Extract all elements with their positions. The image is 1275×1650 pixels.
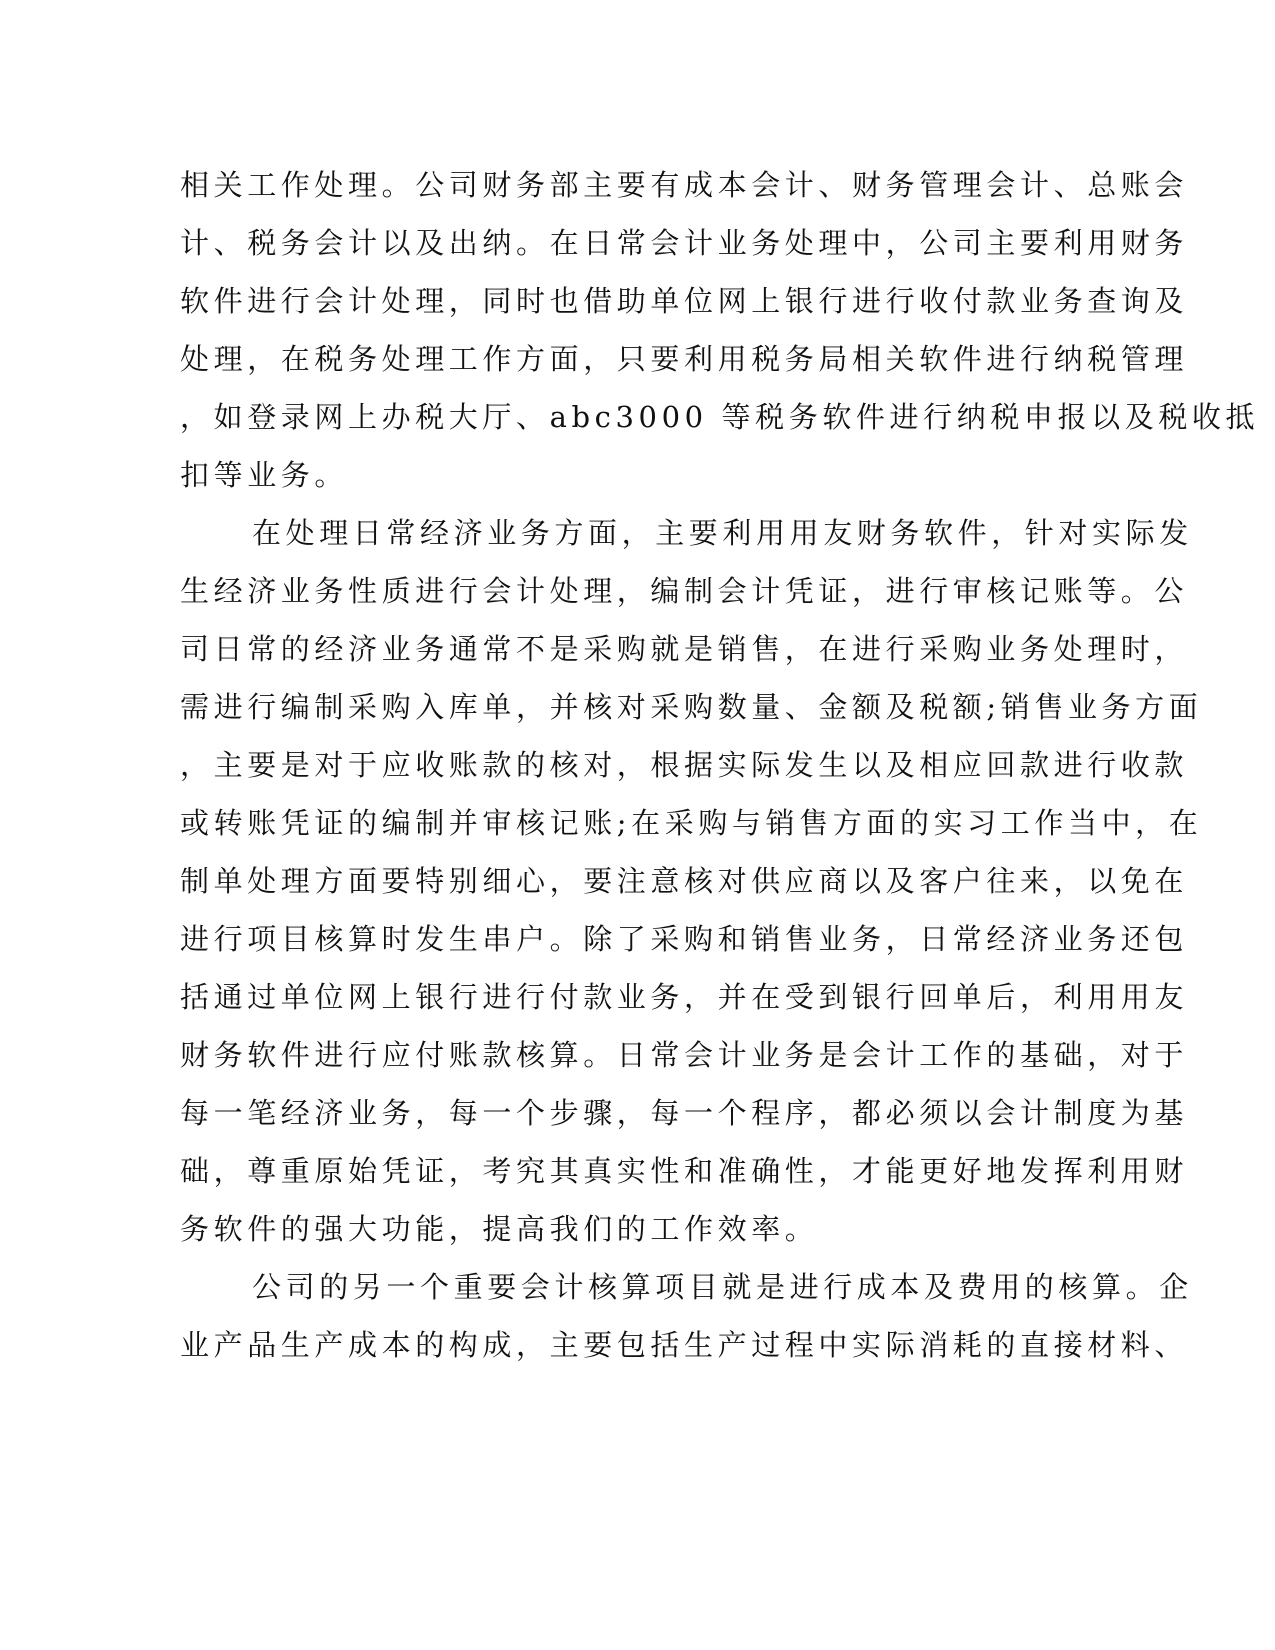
paragraph-2-line-10: 财务软件进行应付账款核算。日常会计业务是会计工作的基础，对于 [180,1038,1189,1072]
paragraph-2-line-7: 制单处理方面要特别细心，要注意核对供应商以及客户往来，以免在 [180,864,1189,898]
paragraph-2-line-1: 在处理日常经济业务方面，主要利用用友财务软件，针对实际发 [252,516,1193,550]
paragraph-3-line-1: 公司的另一个重要会计核算项目就是进行成本及费用的核算。企 [252,1270,1193,1304]
paragraph-2-line-12: 础，尊重原始凭证，考究其真实性和准确性，才能更好地发挥利用财 [180,1154,1189,1188]
paragraph-2-line-11: 每一笔经济业务，每一个步骤，每一个程序，都必须以会计制度为基 [180,1096,1189,1130]
paragraph-2-line-6: 或转账凭证的编制并审核记账;在采购与销售方面的实习工作当中，在 [180,806,1203,840]
paragraph-2-line-2: 生经济业务性质进行会计处理，编制会计凭证，进行审核记账等。公 [180,574,1189,608]
paragraph-1-line-6: 扣等业务。 [180,458,349,492]
body-text [180,156,1260,1374]
paragraph-2-line-13: 务软件的强大功能，提高我们的工作效率。 [180,1212,819,1246]
paragraph-2-line-3: 司日常的经济业务通常不是采购就是销售，在进行采购业务处理时， [180,632,1189,666]
paragraph-1-line-5: ，如登录网上办税大厅、abc3000 等税务软件进行纳税申报以及税收抵 [180,400,1260,434]
paragraph-1-line-2: 计、税务会计以及出纳。在日常会计业务处理中，公司主要利用财务 [180,226,1189,260]
paragraph-1-line-1: 相关工作处理。公司财务部主要有成本会计、财务管理会计、总账会 [180,168,1189,202]
paragraph-2-line-5: ，主要是对于应收账款的核对，根据实际发生以及相应回款进行收款 [180,748,1189,782]
paragraph-3-line-2: 业产品生产成本的构成，主要包括生产过程中实际消耗的直接材料、 [180,1328,1189,1362]
paragraph-1-line-3: 软件进行会计处理，同时也借助单位网上银行进行收付款业务查询及 [180,284,1189,318]
paragraph-2-line-9: 括通过单位网上银行进行付款业务，并在受到银行回单后，利用用友 [180,980,1189,1014]
paragraph-2-line-8: 进行项目核算时发生串户。除了采购和销售业务，日常经济业务还包 [180,922,1189,956]
paragraph-2-line-4: 需进行编制采购入库单，并核对采购数量、金额及税额;销售业务方面 [180,690,1203,724]
paragraph-1-line-4: 处理，在税务处理工作方面，只要利用税务局相关软件进行纳税管理 [180,342,1189,376]
